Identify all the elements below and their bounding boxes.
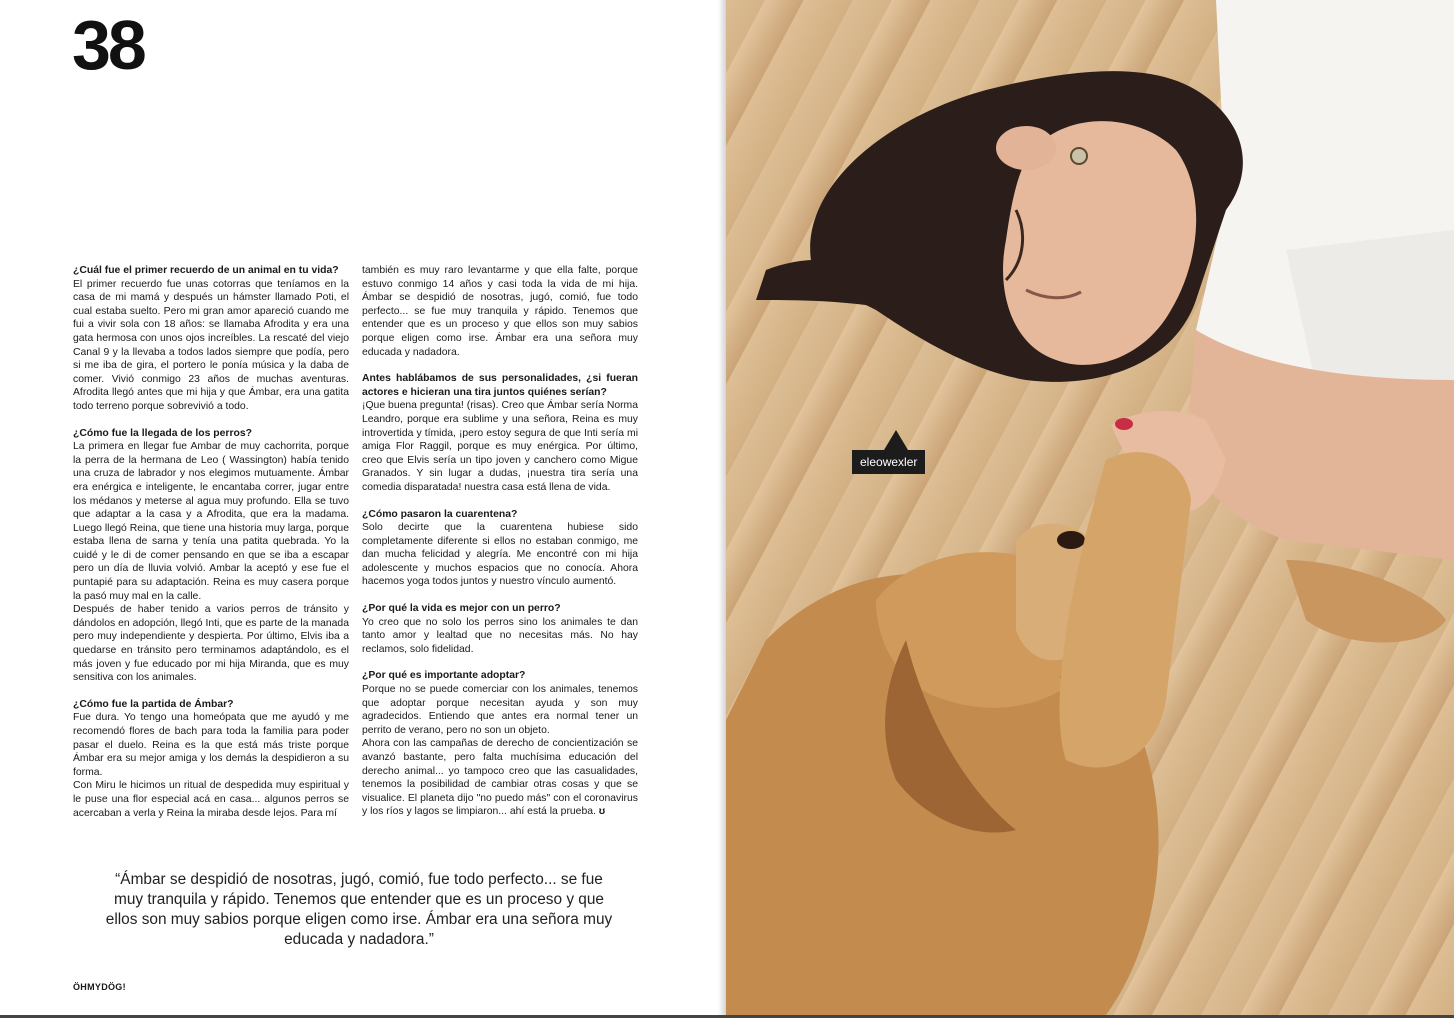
text-column-2: [362, 264, 638, 819]
photo-illustration: [726, 0, 1454, 1015]
answer-7b: [362, 737, 638, 819]
answer-6: Yo creo que no solo los perros sino los animales te dan tanto amor y lealtad que no necesitas más. No hay reclamos, solo fidelidad.: [362, 616, 638, 655]
answer-7b-text: Ahora con las campañas de derecho de concientización se avanzó bastante, pero falta muchísima educación del derecho animal... yo tampoco creo que las casualidades, tenemos la posibilidad de cambiar otras cosas y que se visualice. El planeta dijo "no puedo más" con el coronavirus y los ríos y lagos se limpiaron... ahí está la prueba.: [362, 738, 638, 818]
answer-4: ¡Que buena pregunta! (risas). Creo que Ámbar sería Norma Leandro, porque era sublime y una señora, Reina es muy introvertida y tímida, ¡pero estoy segura de que Inti sería mi amiga Flor Raggil, porque es muy enérgica. Por último, creo que Elvis sería un tipo joven y canchero como Migue Granados. Y sin lugar a dudas, ¡nuestra tira sería una comedia disparatada! nuestra casa está llena de vida.: [362, 400, 638, 493]
tag-pointer-icon: [884, 430, 908, 450]
question-1: ¿Cuál fue el primer recuerdo de un animal en tu vida?: [73, 265, 339, 276]
answer-1: El primer recuerdo fue unas cotorras que teníamos en la casa de mi mamá y después un hámster llamado Poti, el cual estaba suelto. Pero mi gran amor apareció cuando me fui a vivir sola con 18 años: se llamaba Afrodita y era una gata hermosa con unos ojos increíbles. La rescaté del viejo Canal 9 y la llevaba a todos lados siempre que podía, pero si me iba de gira, el portero le ponía música y la daba de comer. Vivió conmigo 23 años de muchas aventuras. Afrodita llegó antes que mi hija y que Ámbar, era una gatita todo terreno porque sobrevivió a todo.: [73, 278, 349, 412]
brand-logo: ÖHMYDÖG!: [73, 982, 126, 992]
question-6: ¿Por qué la vida es mejor con un perro?: [362, 603, 561, 615]
question-2: ¿Cómo fue la llegada de los perros?: [73, 427, 252, 439]
answer-2a: La primera en llegar fue Ambar de muy cachorrita, porque la perra de la hermana de Leo ( Wassington) había tenido una cruza de labrador y nos elegimos mutuamente. Ámbar era enérgica e inteligente, le encantaba correr, jugar entre los médanos y meterse al agua muy profundo. Ella se tuvo que adaptar a la casa y a Afrodita, que era la madama. Luego llegó Reina, que tiene una historia muy larga, porque estaba llena de sarna y tenía una patita quebrada. Yo la cuidé y le di de comer pensando en que se iba a escapar pero un día de lluvia volvió. Ambar la aceptó y ese fue el puntapié para su adaptación. Reina es muy casera porque la pasó muy mal en la calle.: [73, 441, 349, 602]
answer-3a: Fue dura. Yo tengo una homeópata que me ayudó y me recomendó flores de bach para toda la familia para poder pasar el duelo. Reina es la que está más triste porque Ámbar era su mejor amiga y los demás la despidieron a su forma.: [73, 712, 349, 778]
left-page: [0, 0, 724, 1018]
page-number: 38: [72, 6, 144, 84]
photo-credit-tag: [852, 450, 925, 474]
photo-woman-and-dog: [726, 0, 1454, 1015]
pull-quote: “Ámbar se despidió de nosotras, jugó, comió, fue todo perfecto... se fue muy tranquila y rápido. Tenemos que entender que es un proceso y que ellos son muy sabios porque eligen como irse. Ámbar era una señora muy educada y nadadora.”: [105, 871, 613, 948]
question-7: ¿Por qué es importante adoptar?: [362, 670, 526, 682]
end-mark-icon: ʊ: [598, 806, 606, 818]
answer-3b: Con Miru le hicimos un ritual de despedida muy espiritual y le puse una flor especial acá en casa... algunos perros se acercaban a verla y Reina la miraba desde lejos. Para mí: [73, 780, 349, 819]
text-column-1: [73, 264, 349, 820]
question-3: ¿Cómo fue la partida de Ámbar?: [73, 698, 234, 710]
answer-2b: Después de haber tenido a varios perros de tránsito y dándolos en adopción, llegó Inti, que es parte de la manada pero muy independiente y despierta. Por último, Elvis iba a quedarse en tránsito pero terminamos adaptándolo, es el más joven y fue educado por mi hija Miranda, que es muy sensitiva con los animales.: [73, 604, 349, 684]
photo-credit-label: eleowexler: [852, 450, 925, 474]
answer-7a: Porque no se puede comerciar con los animales, tenemos que adoptar porque necesitan ayuda y son muy agradecidos. Entiendo que antes era normal tener un perrito de verano, pero no son un objeto.: [362, 684, 638, 736]
answer-3c: también es muy raro levantarme y que ella falte, porque estuvo conmigo 14 años y casi toda la vida de mi hija. Ámbar se despidió de nosotras, jugó, comió, fue todo perfecto... se fue muy tranquila y rápido. Tenemos que entender que es un proceso y que ellos son muy sabios porque eligen como irse. Ámbar era una señora muy educada y nadadora.: [362, 265, 638, 358]
question-5: ¿Cómo pasaron la cuarentena?: [362, 508, 518, 520]
question-4: Antes hablábamos de sus personalidades, ¿si fueran actores e hicieran una tira juntos quiénes serían?: [362, 373, 638, 398]
answer-5: Solo decirte que la cuarentena hubiese sido completamente diferente si ellos no estaban conmigo, me dan mucha felicidad y alegría. Me encontré con mi hija adolescente y muchos espacios que no conocía. Ahora hacemos yoga todos juntos y nuestro vínculo aumentó.: [362, 522, 638, 588]
